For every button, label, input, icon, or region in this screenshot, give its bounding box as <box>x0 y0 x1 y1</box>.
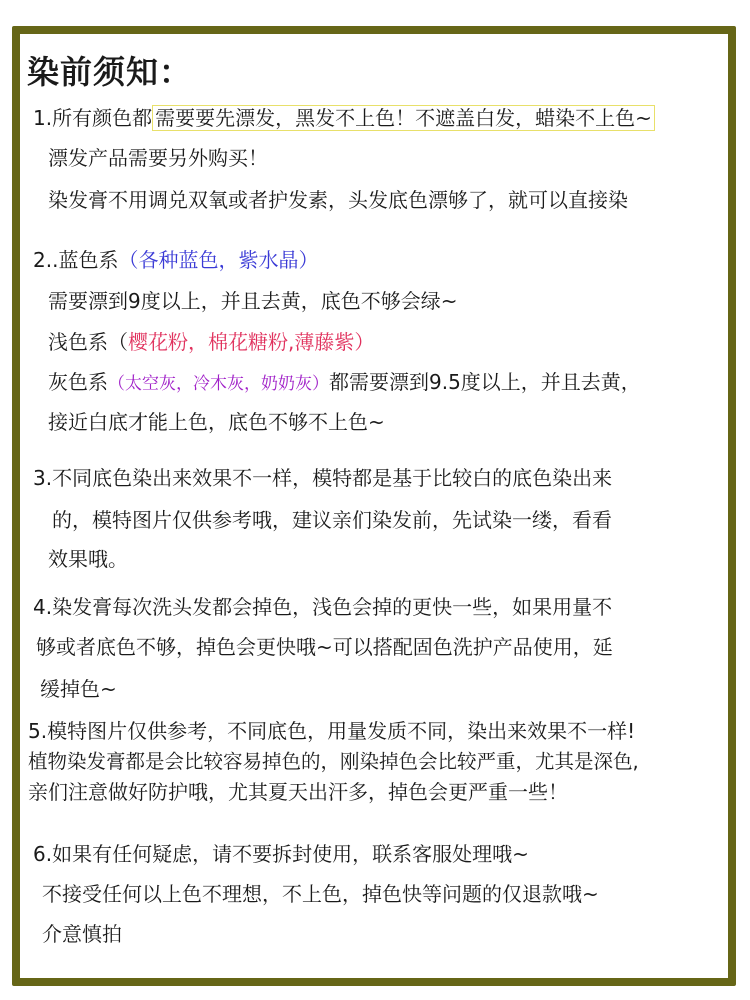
s2-line4 <box>48 368 641 398</box>
s5-line3: 亲们注意做好防护哦，尤其夏天出汗多，掉色会更严重一些！ <box>28 780 568 804</box>
s2-line3 <box>48 328 374 356</box>
s5-line2: 植物染发膏都是会比较容易掉色的，刚染掉色会比较严重，尤其是深色, <box>28 750 639 773</box>
s2-line1-blue: （各种蓝色，紫水晶） <box>118 248 319 272</box>
s6-line1: 6.如果有任何疑虑，请不要拆封使用，联系客服处理哦~ <box>33 842 529 866</box>
s2-line5: 接近白底才能上色，底色不够不上色~ <box>48 410 385 434</box>
s2-line3-pink: 樱花粉，棉花糖粉,薄藤紫） <box>128 330 375 354</box>
s1-line1-highlight: 需要要先漂发，黑发不上色！不遮盖白发，蜡染不上色~ <box>152 105 655 131</box>
s4-line3: 缓掉色~ <box>40 677 117 701</box>
s2-line3-a: 浅色系（ <box>48 330 128 354</box>
s6-line2: 不接受任何以上色不理想，不上色，掉色快等问题的仅退款哦~ <box>42 882 599 906</box>
s2-line1-a: 2..蓝色系 <box>33 248 119 272</box>
s2-line1 <box>33 246 318 274</box>
s6-line3: 介意慎拍 <box>42 922 122 946</box>
s4-line1: 4.染发膏每次洗头发都会掉色，浅色会掉的更快一些，如果用量不 <box>33 595 613 619</box>
s1-line3: 染发膏不用调兑双氧或者护发素，头发底色漂够了，就可以直接染 <box>48 188 628 212</box>
s3-line3: 效果哦。 <box>48 547 128 571</box>
s1-line1-a: 1.所有颜色都 <box>33 106 153 130</box>
s3-line2: 的，模特图片仅供参考哦，建议亲们染发前，先试染一缕，看看 <box>52 508 612 532</box>
page-title: 染前须知： <box>27 53 193 91</box>
s5-line1: 5.模特图片仅供参考，不同底色，用量发质不同，染出来效果不一样! <box>28 719 636 743</box>
s2-line4-a: 灰色系 <box>48 370 108 394</box>
s1-line2: 漂发产品需要另外购买！ <box>48 146 268 170</box>
s2-line4-c: 都需要漂到9.5度以上，并且去黄， <box>329 370 641 394</box>
s2-line4-purple: （太空灰，冷木灰，奶奶灰） <box>108 374 329 394</box>
s3-line1: 3.不同底色染出来效果不一样，模特都是基于比较白的底色染出来 <box>33 466 613 490</box>
s4-line2: 够或者底色不够，掉色会更快哦~可以搭配固色洗护产品使用，延 <box>36 635 613 659</box>
s2-line2: 需要漂到9度以上，并且去黄，底色不够会绿~ <box>48 289 458 313</box>
s1-line1 <box>33 104 655 132</box>
